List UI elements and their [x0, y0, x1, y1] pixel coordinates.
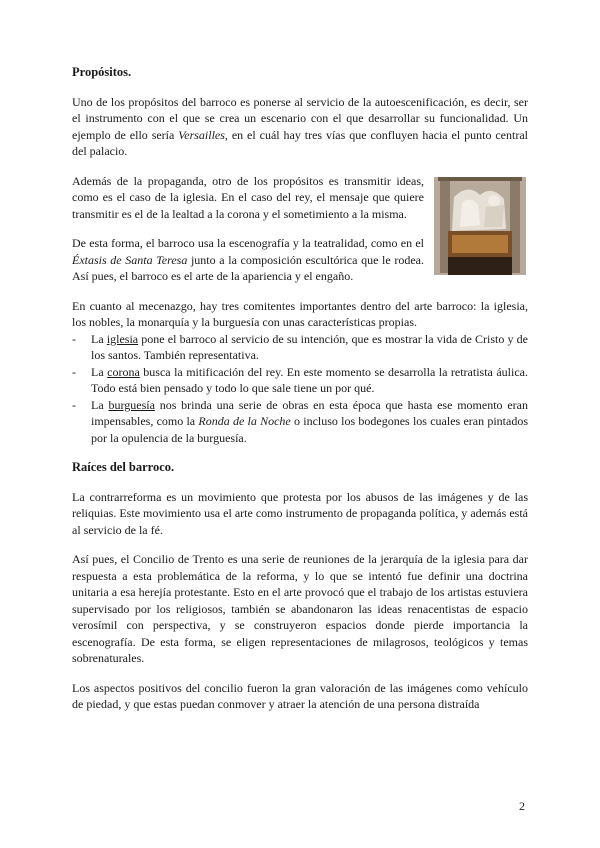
list-item-corona: - La corona busca la mitificación del rey. En este momento se desarrolla la retratista áulica. Todo está bien pensado y todo lo que sale tiene un por qué.	[72, 364, 529, 395]
document-page	[72, 64, 528, 726]
sculpture-photo	[434, 177, 526, 275]
paragraph-propaganda: Además de la propaganda, otro de los propósitos es transmitir ideas, como es el caso de la iglesia. En el caso del rey, el mensaje que quiere transmitir es el de la lealtad a la corona y el sometimiento a la misma.	[72, 173, 424, 221]
paragraph-aspectos: Los aspectos positivos del concilio fueron la gran valoración de las imágenes como vehículo de piedad, y que estas puedan conmover y atraer la atención de una persona distraída	[72, 680, 528, 711]
paragraph-escenografia: De esta forma, el barroco usa la escenografía y la teatralidad, como en el Éxtasis de Santa Teresa junto a la composición escultórica que le rodea. Así pues, el barroco es el arte de la apariencia y el engaño.	[72, 236, 424, 283]
paragraph-mecenazgo: En cuanto al mecenazgo, hay tres comitentes importantes dentro del arte barroco: la iglesia, los nobles, la monarquía y la burguesía con unas características propias.	[72, 298, 528, 329]
page-number: 2	[519, 799, 525, 813]
paragraph-autoescenificacion: Uno de los propósitos del barroco es ponerse al servicio de la autoescenificación, es decir, ser el instrumento con el que se crea un escenario con el que desarrollar su funcionalidad. Un ejemplo de ello sería Versailles, en el cuál hay tres vías que confluyen hacia el punto central del palacio.	[72, 94, 528, 158]
list-item-iglesia: - La iglesia pone el barroco al servicio de su intención, que es mostrar la vida de Cristo y de los santos. También representativa.	[72, 331, 528, 362]
emphasis-extasis: Éxtasis de Santa Teresa	[72, 252, 188, 267]
comitentes-list	[72, 331, 528, 447]
emphasis-versailles: Versailles	[178, 127, 225, 142]
list-item-burguesia: - La burguesía nos brinda una serie de obras en esta época que hasta ese momento eran impensables, como la Ronda de la Noche o incluso los bodegones los cuales eran pintados por la opulencia de la burguesía.	[72, 397, 529, 445]
heading-raices: Raíces del barroco.	[72, 460, 175, 474]
paragraphs-with-image	[72, 173, 528, 285]
paragraph-contrarreforma: La contrarreforma es un movimiento que protesta por los abusos de las imágenes y de las reliquias. Este movimiento usa el arte como instrumento de propaganda política, y además está al servicio de la fé.	[72, 489, 528, 537]
paragraph-concilio: Así pues, el Concilio de Trento es una serie de reuniones de la jerarquía de la iglesia para dar respuesta a esta problemática de la reforma, y lo que se intentó fue definir una doctrina unitaria a esa herejía protestante. Esto en el arte provocó que el trabajo de los artistas estuviera supervisado por los religiosos, también se abandonaron las ideas renacentistas de espacio verosímil con perspectiva, y se construyeron espacios donde pierde importancia la escenografía. De esta forma, se eligen representaciones de milagrosos, teológicos y temas sobrenaturales.	[72, 552, 528, 665]
heading-propositos: Propósitos.	[72, 65, 132, 79]
